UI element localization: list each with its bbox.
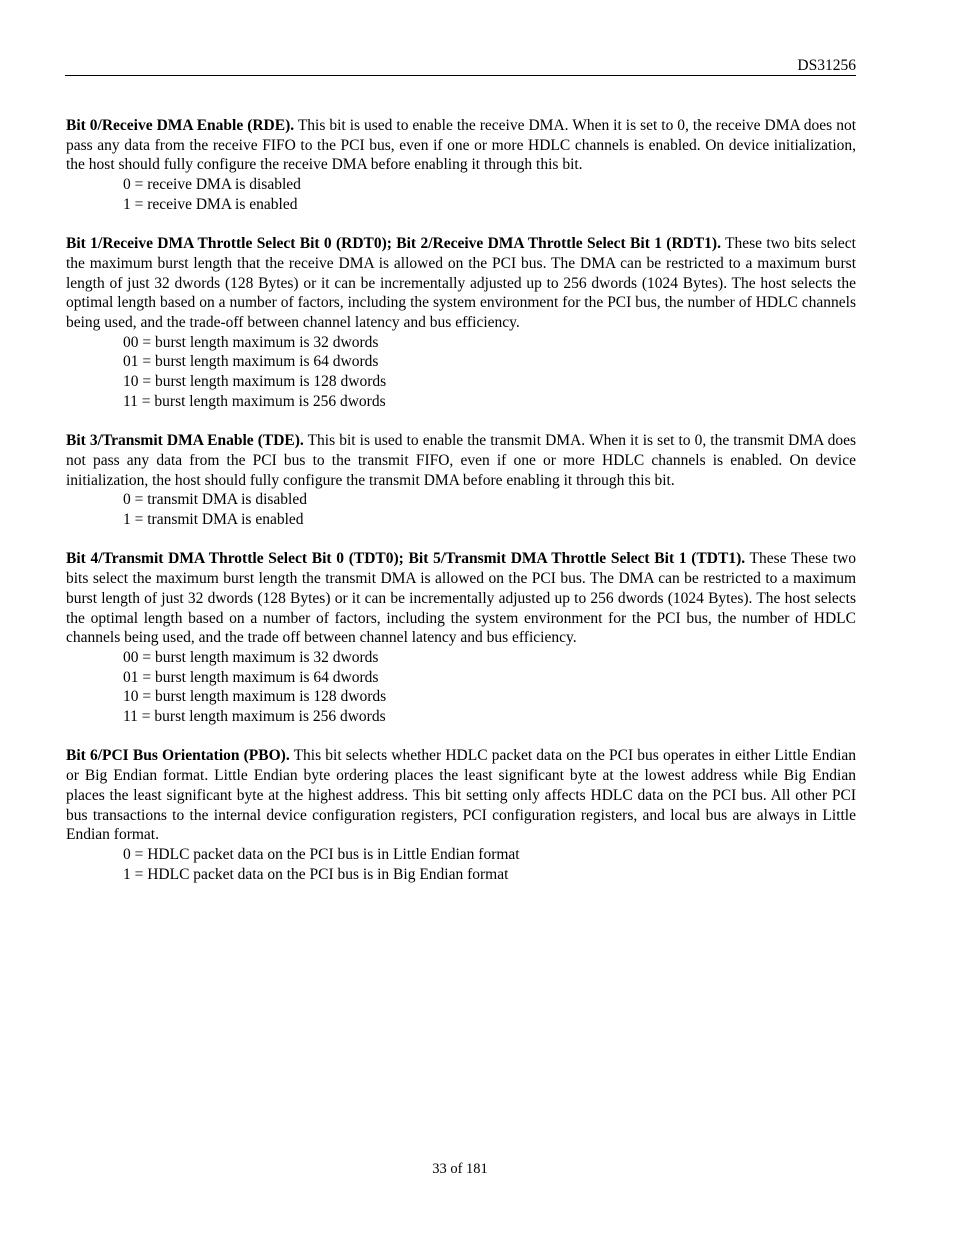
- option-line: 10 = burst length maximum is 128 dwords: [123, 688, 387, 706]
- section-paragraph: [66, 234, 856, 333]
- page-body: [66, 116, 856, 904]
- document-id: DS31256: [797, 57, 856, 74]
- section-body: These These two bits select the maximum burst length the transmit DMA is allowed on the PCI bus. The DMA can be restricted to a maximum burst length of just 32 dwords (128 Bytes) or it can be incrementally adjusted up to 256 dwords (1024 Bytes). The host selects the optimal length based on a number of factors, including the system environment for the PCI bus, the number of HDLC channels being used, and the trade off between channel latency and bus efficiency.: [66, 550, 856, 647]
- header-rule: [65, 75, 856, 76]
- option-line: 10 = burst length maximum is 128 dwords: [123, 373, 387, 391]
- option-line: 0 = transmit DMA is disabled: [123, 491, 307, 509]
- option-line: 0 = receive DMA is disabled: [123, 176, 301, 194]
- section-rdt: [66, 234, 856, 411]
- section-heading: Bit 1/Receive DMA Throttle Select Bit 0 (RDT0); Bit 2/Receive DMA Throttle Select Bit 1 (RDT1).: [66, 235, 721, 253]
- section-paragraph: [66, 116, 856, 175]
- option-line: 00 = burst length maximum is 32 dwords: [123, 333, 379, 351]
- option-line: 1 = HDLC packet data on the PCI bus is in Big Endian format: [123, 865, 509, 883]
- page-number: 33 of 181: [432, 1161, 488, 1177]
- section-body: This bit is used to enable the receive DMA. When it is set to 0, the receive DMA does not pass any data from the receive FIFO to the PCI bus, even if one or more HDLC channels is enabled. On device initialization, the host should fully configure the receive DMA before enabling it through this bit.: [66, 117, 856, 174]
- option-line: 1 = receive DMA is enabled: [123, 195, 298, 213]
- section-heading: Bit 6/PCI Bus Orientation (PBO).: [66, 747, 290, 765]
- option-line: 01 = burst length maximum is 64 dwords: [123, 668, 379, 686]
- section-paragraph: [66, 746, 856, 845]
- section-paragraph: [66, 431, 856, 490]
- section-heading: Bit 4/Transmit DMA Throttle Select Bit 0 (TDT0); Bit 5/Transmit DMA Throttle Select Bit 1 (TDT1).: [66, 550, 746, 568]
- section-heading: Bit 0/Receive DMA Enable (RDE).: [66, 117, 295, 134]
- section-body: This bit is used to enable the transmit DMA. When it is set to 0, the transmit DMA does not pass any data from the PCI bus to the transmit FIFO, even if one or more HDLC channels is enabled. On device initialization, the host should fully configure the transmit DMA before enabling it through this bit.: [66, 432, 856, 489]
- option-line: 0 = HDLC packet data on the PCI bus is in Little Endian format: [123, 845, 520, 863]
- section-tde: [66, 431, 856, 530]
- section-rde: [66, 116, 856, 215]
- option-line: 01 = burst length maximum is 64 dwords: [123, 353, 379, 371]
- section-pbo: [66, 746, 856, 884]
- option-line: 11 = burst length maximum is 256 dwords: [123, 392, 386, 410]
- option-line: 00 = burst length maximum is 32 dwords: [123, 648, 379, 666]
- section-heading: Bit 3/Transmit DMA Enable (TDE).: [66, 432, 304, 450]
- option-line: 1 = transmit DMA is enabled: [123, 511, 304, 529]
- option-line: 11 = burst length maximum is 256 dwords: [123, 708, 386, 726]
- section-body: These two bits select the maximum burst length that the receive DMA is allowed on the PCI bus. The DMA can be restricted to a maximum burst length of just 32 dwords (128 Bytes) or it can be incrementally adjusted up to 256 dwords (1024 Bytes). The host selects the optimal length based on a number of factors, including the system environment for the PCI bus, the number of HDLC channels being used, and the trade-off between channel latency and bus efficiency.: [66, 235, 856, 332]
- section-paragraph: [66, 549, 856, 648]
- section-tdt: [66, 549, 856, 726]
- section-body: This bit selects whether HDLC packet data on the PCI bus operates in either Little Endian or Big Endian format. Little Endian byte ordering places the least significant byte at the lowest address while Big Endian places the least significant byte at the highest address. This bit setting only affects HDLC data on the PCI bus. All other PCI bus transactions to the internal device configuration registers, PCI configuration registers, and local bus are always in Little Endian format.: [66, 747, 857, 844]
